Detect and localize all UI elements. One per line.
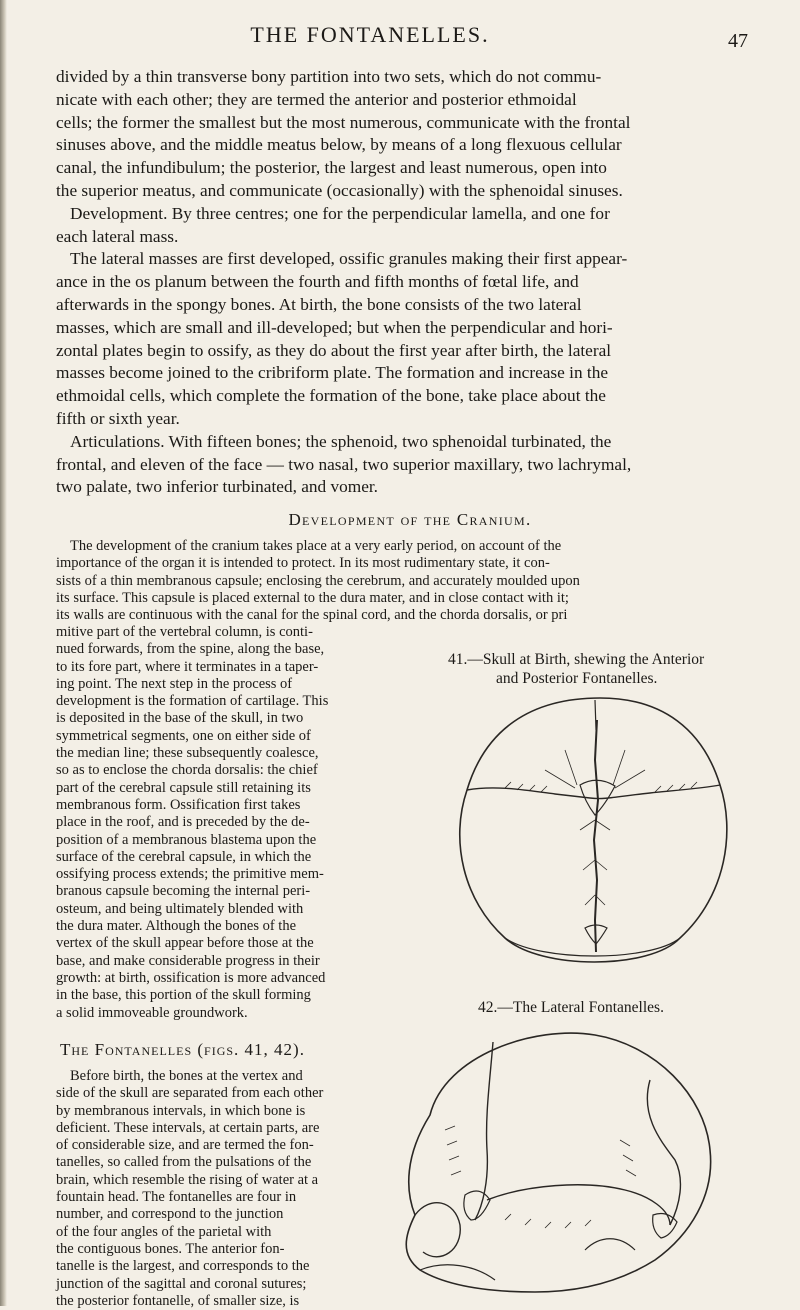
text-line: is deposited in the base of the skull, in two [56, 710, 304, 727]
figure-42-caption: 42.—The Lateral Fontanelles. [478, 999, 664, 1016]
text-line: its surface. This capsule is placed external to the dura mater, and in close contact with it; [56, 589, 569, 606]
text-line: development is the formation of cartilage. This [56, 693, 329, 710]
fontanelles-text [56, 1068, 436, 1310]
text-line: ossifying process extends; the primitive mem- [56, 866, 324, 883]
text-line: junction of the sagittal and coronal sutures; [56, 1275, 307, 1292]
text-line: mitive part of the vertebral column, is conti- [56, 624, 313, 640]
text-line: the contiguous bones. The anterior fon- [56, 1240, 285, 1257]
text-line: so as to enclose the chorda dorsalis: the chief [56, 762, 318, 779]
text-line: surface of the cerebral capsule, in which the [56, 848, 312, 865]
text-line: fountain head. The fontanelles are four in [56, 1189, 297, 1206]
lambdoid-suture-side [647, 1080, 680, 1225]
text-line: vertex of the skull appear before those at the [56, 935, 314, 952]
text-line: of considerable size, and are termed the fon- [56, 1137, 314, 1154]
text-line: importance of the organ it is intended to protect. In its most rudimentary state, it con- [56, 555, 550, 572]
text-line: each lateral mass. [56, 226, 179, 246]
text-line: symmetrical segments, one on either side of [56, 727, 311, 744]
text-line: number, and correspond to the junction [56, 1206, 284, 1223]
text-line: a solid immoveable groundwork. [56, 1004, 248, 1021]
text-line: The development of the cranium takes place at a very early period, on account of the [70, 538, 562, 554]
text-line: afterwards in the spongy bones. At birth, the bone consists of the two lateral [56, 294, 582, 314]
text-line: part of the cerebral capsule still retaining its [56, 779, 311, 796]
text-line: zontal plates begin to ossify, as they do about the first year after birth, the lateral [56, 340, 612, 360]
skull-outline [460, 698, 727, 962]
running-title: THE FONTANELLES. [250, 22, 490, 47]
text-line: nued forwards, from the spine, along the base, [56, 641, 325, 658]
mastoid-area [585, 1239, 635, 1250]
text-line: to its fore part, where it terminates in a taper- [56, 658, 319, 675]
text-line: osteum, and being ultimately blended with [56, 900, 304, 917]
text-line: the posterior fontanelle, of smaller size, is [56, 1292, 300, 1309]
text-line: nicate with each other; they are termed the anterior and posterior ethmoidal [56, 89, 577, 109]
text-line: the superior meatus, and communicate (occasionally) with the sphenoidal sinuses. [56, 180, 623, 200]
text-line: side of the skull are separated from each other [56, 1085, 324, 1102]
figure-41-skull-top-view [445, 690, 745, 980]
orbit [415, 1203, 460, 1257]
text-line: cells; the former the smallest but the most numerous, communicate with the frontal [56, 112, 631, 132]
cranium-text-block [56, 538, 772, 624]
text-line: Development. By three centres; one for the perpendicular lamella, and one for [70, 203, 610, 223]
text-line: sists of a thin membranous capsule; enclosing the cerebrum, and accurately moulded upon [56, 572, 580, 589]
text-line: canal, the infundibulum; the posterior, the largest and least numerous, open into [56, 158, 607, 178]
text-line: fifth or sixth year. [56, 408, 180, 428]
text-line: Before birth, the bones at the vertex and [70, 1068, 303, 1084]
text-line: tanelles, so called from the pulsations of the [56, 1154, 312, 1171]
maxilla-edge [420, 1265, 495, 1280]
text-line: two palate, two inferior turbinated, and vomer. [56, 477, 379, 497]
figure-41-caption-line1: 41.—Skull at Birth, shewing the Anterior [448, 651, 705, 668]
text-line: sinuses above, and the middle meatus below, by means of a long flexuous cellular [56, 135, 622, 155]
text-line: frontal, and eleven of the face — two nasal, two superior maxillary, two lachrymal, [56, 454, 632, 474]
text-line: of the four angles of the parietal with [56, 1223, 272, 1240]
ethmoid-text-block [56, 66, 766, 499]
text-line: the dura mater. Although the bones of the [56, 918, 297, 935]
text-line: ing point. The next step in the process of [56, 675, 293, 692]
cranium-column-text [56, 624, 436, 1022]
text-line: position of a membranous blastema upon the [56, 831, 317, 848]
text-line: base, and make considerable progress in their [56, 952, 320, 969]
text-line: the median line; these subsequently coalesce, [56, 745, 319, 762]
section-heading-fontanelles: The Fontanelles (figs. 41, 42). [60, 1040, 305, 1059]
squamous-suture [487, 1185, 670, 1225]
text-line: tanelle is the largest, and corresponds to the [56, 1258, 310, 1275]
text-line: place in the roof, and is preceded by the de- [56, 814, 310, 831]
text-line: deficient. These intervals, at certain parts, are [56, 1119, 320, 1136]
text-line: branous capsule becoming the internal peri- [56, 883, 311, 900]
text-line: Articulations. With fifteen bones; the sphenoid, two sphenoidal turbinated, the [70, 431, 612, 451]
skull-outline [406, 1033, 710, 1292]
text-line: its walls are continuous with the canal for the spinal cord, and the chorda dorsalis, or pri [56, 607, 568, 624]
text-line: ethmoidal cells, which complete the formation of the bone, take place about the [56, 386, 606, 406]
frontal-suture [595, 700, 596, 730]
sagittal-suture [594, 720, 598, 952]
text-line: brain, which resemble the rising of water at a [56, 1171, 319, 1188]
page-number: 47 [728, 30, 748, 52]
text-line: by membranous intervals, in which bone is [56, 1102, 306, 1119]
text-line: membranous form. Ossification first takes [56, 796, 301, 813]
text-line: ance in the os planum between the fourth and fifth months of fœtal life, and [56, 272, 579, 292]
text-line: masses become joined to the cribriform plate. The formation and increase in the [56, 363, 609, 383]
text-line: divided by a thin transverse bony partition into two sets, which do not commu- [56, 67, 602, 86]
text-line: in the base, this portion of the skull forming [56, 987, 311, 1004]
figure-41-caption-line2: and Posterior Fontanelles. [496, 670, 658, 687]
text-line: The lateral masses are first developed, ossific granules making their first appear- [70, 249, 628, 269]
section-heading-cranium: Development of the Cranium. [288, 510, 532, 529]
text-line: growth: at birth, ossification is more advanced [56, 969, 326, 986]
figure-42-skull-side-view [385, 1020, 725, 1300]
text-line: masses, which are small and ill-developed; but when the perpendicular and hori- [56, 317, 613, 337]
